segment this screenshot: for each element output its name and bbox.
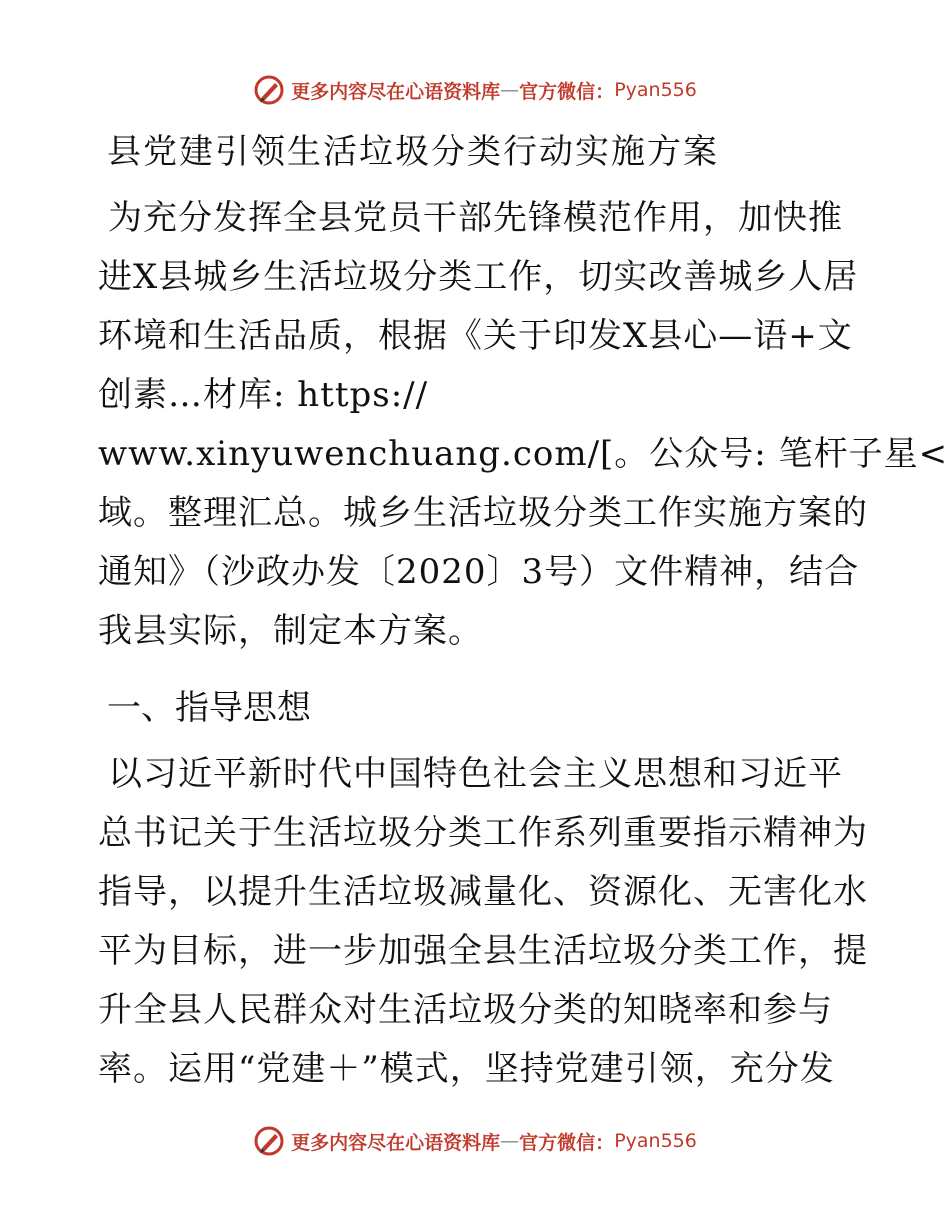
paragraph-line: 通知》（沙政办发〔2020〕3号）文件精神，结合 (98, 552, 860, 592)
paragraph-line: 域。整理汇总。城乡生活垃圾分类工作实施方案的 (98, 493, 868, 533)
paragraph-line: 创素…材库: https:// (98, 375, 429, 415)
pen-logo-icon (253, 74, 285, 106)
paragraph-line: 总书记关于生活垃圾分类工作系列重要指示精神为 (98, 813, 868, 853)
banner-wechat-label: 官方微信： (519, 80, 615, 103)
paragraph-line: 平为目标，进一步加强全县生活垃圾分类工作，提 (98, 931, 868, 971)
paragraph-line: 指导，以提升生活垃圾减量化、资源化、无害化水 (98, 872, 868, 912)
paragraph-line: 升全县人民群众对生活垃圾分类的知晓率和参与 (98, 990, 833, 1030)
pen-logo-icon (253, 1125, 285, 1157)
paragraph-line: www.xinyuwenchuang.com/[。公众号: 笔杆子星< (98, 434, 949, 474)
paragraph-line: 以习近平新时代中国特色社会主义思想和习近平 (108, 754, 843, 794)
section1-paragraph (98, 745, 868, 1099)
paragraph-line: 进X县城乡生活垃圾分类工作，切实改善城乡人居 (98, 257, 859, 297)
banner-brand-text: 更多内容尽在心语资料库 (291, 1131, 501, 1154)
document-title: 县党建引领生活垃圾分类行动实施方案 (107, 132, 719, 172)
section-heading: 一、指导思想 (107, 688, 311, 728)
footer-banner (0, 1125, 950, 1157)
intro-paragraph (98, 189, 949, 661)
paragraph-line: 率。运用“党建＋”模式，坚持党建引领，充分发 (98, 1049, 835, 1089)
banner-dash: — (500, 79, 520, 101)
paragraph-line: 为充分发挥全县党员干部先锋模范作用，加快推 (108, 198, 843, 238)
paragraph-line: 环境和生活品质，根据《关于印发X县心—语+文 (98, 316, 853, 356)
banner-wechat-label: 官方微信： (519, 1131, 615, 1154)
banner-wechat-id: Pyan556 (614, 1130, 697, 1152)
banner-brand-text: 更多内容尽在心语资料库 (291, 80, 501, 103)
banner-wechat-id: Pyan556 (614, 79, 697, 101)
header-banner (0, 74, 950, 106)
paragraph-line: 我县实际，制定本方案。 (98, 611, 483, 651)
banner-dash: — (500, 1130, 520, 1152)
